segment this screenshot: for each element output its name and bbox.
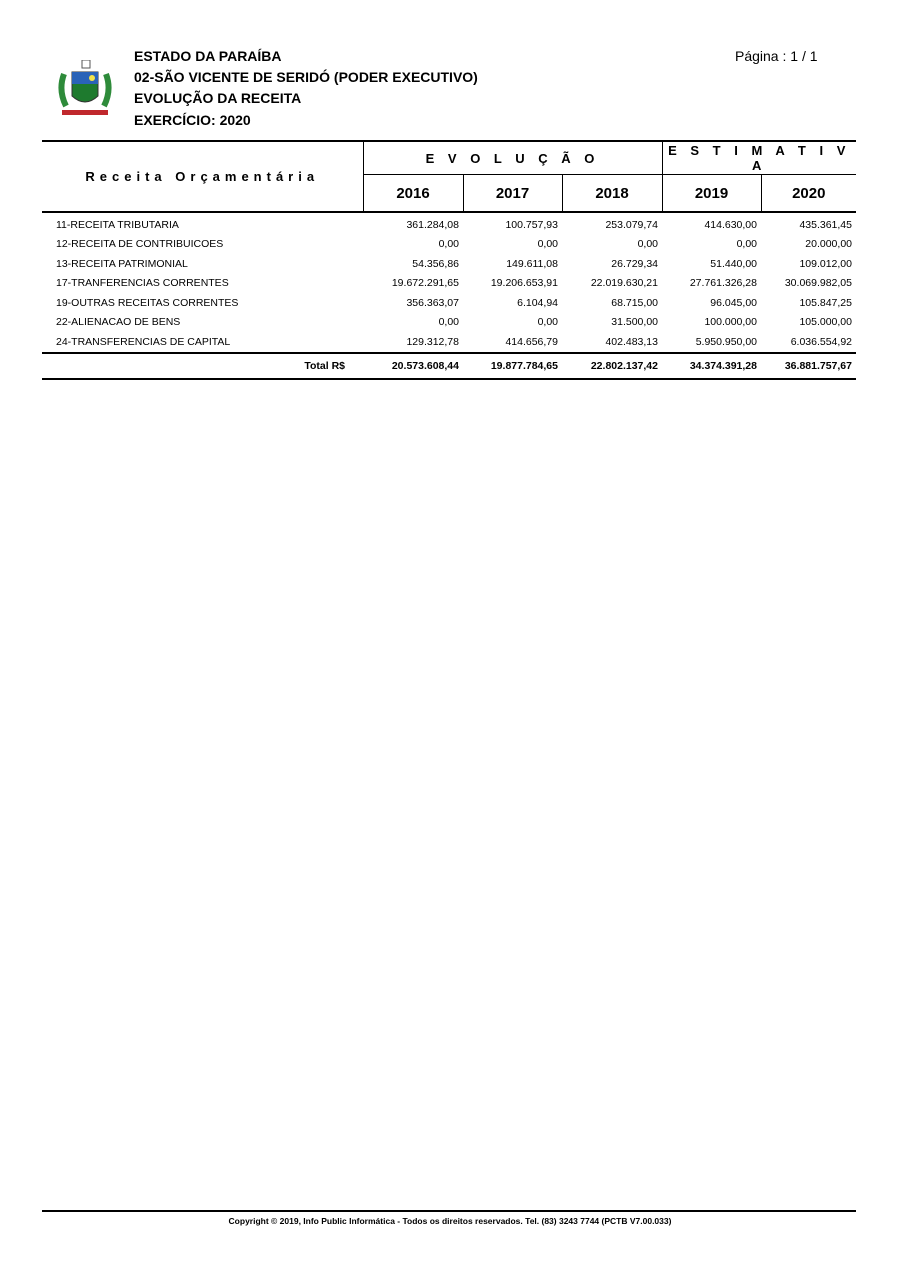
table-row [42,332,856,353]
year-header: 2020 [761,175,856,213]
evolucao-group-header: E V O L U Ç Ã O [363,141,662,175]
revenue-value: 22.019.630,21 [590,277,658,290]
revenue-value: 402.483,13 [605,335,658,348]
revenue-value: 109.012,00 [799,257,852,270]
label-column-header: Receita Orçamentária [42,141,363,212]
revenue-value: 0,00 [637,238,658,251]
exercise-year: EXERCÍCIO: 2020 [134,112,251,128]
total-label: Total R$ [42,353,363,379]
revenue-value: 27.761.326,28 [689,277,757,290]
total-row [42,353,856,379]
revenue-value: 0,00 [438,316,459,329]
revenue-value: 100.757,93 [505,218,558,231]
revenue-value: 361.284,08 [406,218,459,231]
revenue-table [42,140,856,380]
revenue-value: 26.729,34 [611,257,658,270]
revenue-value: 0,00 [438,238,459,251]
revenue-value: 0,00 [537,316,558,329]
revenue-value: 51.440,00 [710,257,757,270]
revenue-value: 0,00 [736,238,757,251]
revenue-value: 414.656,79 [505,335,558,348]
revenue-value: 31.500,00 [611,316,658,329]
revenue-name: 24-TRANSFERENCIAS DE CAPITAL [56,335,231,348]
revenue-value: 6.104,94 [517,296,558,309]
footer-divider [42,1210,856,1212]
revenue-name: 12-RECEITA DE CONTRIBUICOES [56,238,224,251]
revenue-value: 100.000,00 [704,316,757,329]
total-value: 36.881.757,67 [761,353,856,379]
revenue-name: 19-OUTRAS RECEITAS CORRENTES [56,296,239,309]
revenue-value: 19.672.291,65 [391,277,459,290]
table-row [42,313,856,333]
year-header: 2019 [662,175,761,213]
report-title: EVOLUÇÃO DA RECEITA [134,90,302,106]
revenue-value: 96.045,00 [710,296,757,309]
revenue-value: 129.312,78 [406,335,459,348]
revenue-value: 105.000,00 [799,316,852,329]
table-row [42,235,856,255]
revenue-name: 11-RECEITA TRIBUTARIA [56,218,179,231]
revenue-value: 5.950.950,00 [695,335,757,348]
state-name: ESTADO DA PARAÍBA [134,48,282,64]
year-header: 2018 [562,175,662,213]
revenue-value: 68.715,00 [611,296,658,309]
revenue-value: 253.079,74 [605,218,658,231]
revenue-value: 356.363,07 [406,296,459,309]
entity-name: 02-SÃO VICENTE DE SERIDÓ (PODER EXECUTIVO) [134,69,478,85]
revenue-name: 22-ALIENACAO DE BENS [56,316,181,329]
revenue-value: 414.630,00 [704,218,757,231]
total-value: 22.802.137,42 [562,353,662,379]
revenue-value: 30.069.982,05 [784,277,852,290]
footer-copyright: Copyright © 2019, Info Public Informática - Todos os direitos reservados. Tel. (83) 3243 7744 (PCTB V7.00.033) [228,1216,672,1226]
revenue-name: 17-TRANFERENCIAS CORRENTES [56,277,229,290]
revenue-value: 0,00 [537,238,558,251]
revenue-value: 435.361,45 [799,218,852,231]
table-row [42,212,856,235]
revenue-value: 54.356,86 [412,257,459,270]
revenue-value: 149.611,08 [506,257,558,270]
table-row [42,254,856,274]
year-header: 2017 [463,175,562,213]
total-value: 20.573.608,44 [363,353,463,379]
revenue-value: 105.847,25 [799,296,852,309]
total-value: 34.374.391,28 [662,353,761,379]
revenue-value: 6.036.554,92 [790,335,852,348]
year-header: 2016 [363,175,463,213]
estimativa-group-header: E S T I M A T I V A [662,141,856,175]
coat-of-arms-logo [56,60,114,118]
revenue-value: 19.206.653,91 [490,277,558,290]
table-row [42,274,856,294]
total-value: 19.877.784,65 [463,353,562,379]
page-number: Página : 1 / 1 [735,48,818,64]
revenue-name: 13-RECEITA PATRIMONIAL [56,257,188,270]
table-row [42,293,856,313]
revenue-value: 20.000,00 [805,238,852,251]
